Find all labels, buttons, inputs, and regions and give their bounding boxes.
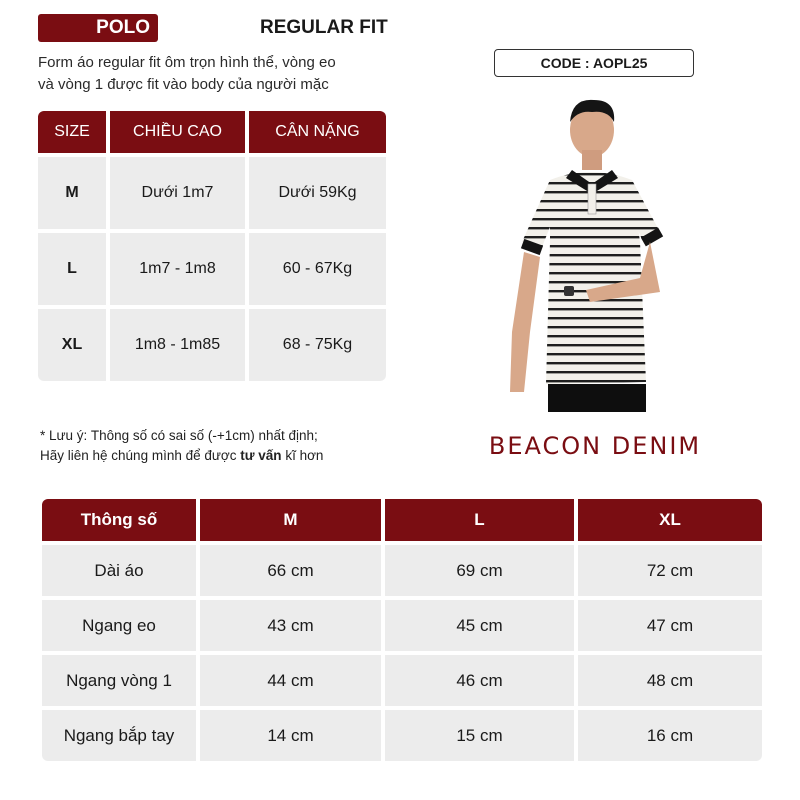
table-row [42,655,762,706]
size-table [38,111,386,385]
spec-label: Dài áo [42,545,196,596]
note-suffix: kĩ hơn [281,448,324,463]
product-code: CODE : AOPL25 [494,49,694,77]
measurement-table-header [42,499,762,541]
table-row [42,545,762,596]
value-m: 66 cm [200,545,381,596]
header-l: L [385,499,574,541]
category-badge [38,14,158,42]
measurement-table [42,499,762,765]
value-m: 14 cm [200,710,381,761]
header-weight: CÂN NẶNG [249,111,386,153]
header-size: SIZE [38,111,106,153]
value-xl: 72 cm [578,545,762,596]
height-cell: 1m8 - 1m85 [110,309,245,381]
height-cell: 1m7 - 1m8 [110,233,245,305]
value-m: 44 cm [200,655,381,706]
table-row [42,710,762,761]
size-cell: M [38,157,106,229]
size-row-m [38,157,386,229]
fit-description [38,52,398,96]
value-m: 43 cm [200,600,381,651]
description-line-2: và vòng 1 được fit vào body của người mặc [38,76,329,93]
value-l: 45 cm [385,600,574,651]
size-row-l [38,233,386,305]
value-l: 69 cm [385,545,574,596]
value-l: 15 cm [385,710,574,761]
spec-label: Ngang vòng 1 [42,655,196,706]
note-line-1: * Lưu ý: Thông số có sai số (-+1cm) nhất định; [40,428,318,443]
weight-cell: Dưới 59Kg [249,157,386,229]
value-xl: 48 cm [578,655,762,706]
description-line-1: Form áo regular fit ôm trọn hình thể, vòng eo [38,54,336,71]
header-xl: XL [578,499,762,541]
value-l: 46 cm [385,655,574,706]
size-table-header [38,111,386,153]
size-cell: L [38,233,106,305]
sizing-note [40,426,400,466]
weight-cell: 68 - 75Kg [249,309,386,381]
size-cell: XL [38,309,106,381]
header-spec: Thông số [42,499,196,541]
fit-title: REGULAR FIT [260,17,388,38]
height-cell: Dưới 1m7 [110,157,245,229]
value-xl: 16 cm [578,710,762,761]
value-xl: 47 cm [578,600,762,651]
note-line-2 [40,446,400,466]
header-height: CHIỀU CAO [110,111,245,153]
brand-logo: BEACON DENIM [488,432,702,460]
table-row [42,600,762,651]
note-prefix: Hãy liên hệ chúng mình để được [40,448,241,463]
size-row-xl [38,309,386,381]
spec-label: Ngang bắp tay [42,710,196,761]
spec-label: Ngang eo [42,600,196,651]
weight-cell: 60 - 67Kg [249,233,386,305]
model-photo [500,92,680,412]
category-label: POLO [96,17,150,38]
header-m: M [200,499,381,541]
note-bold: tư vấn [240,448,282,463]
